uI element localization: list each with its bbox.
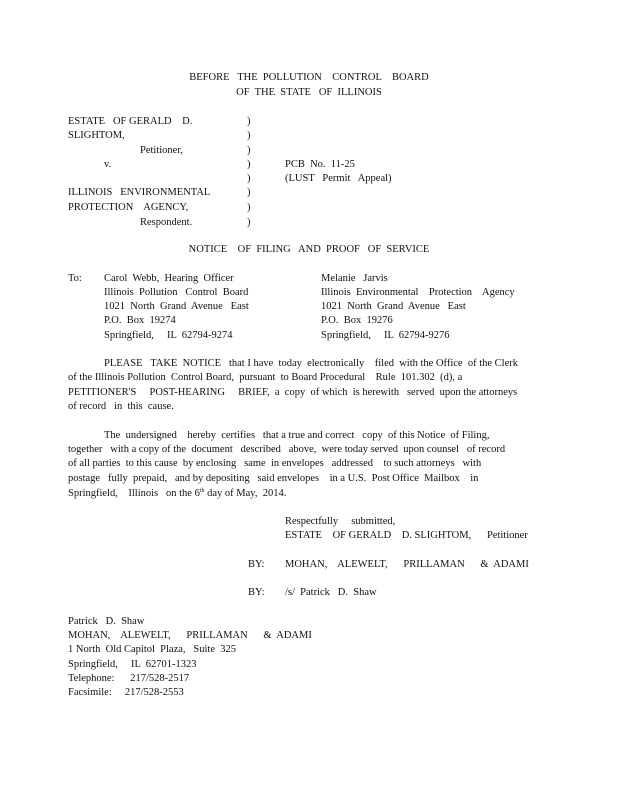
versus-label: v.	[104, 159, 112, 170]
attorney-line: Patrick D. Shaw	[68, 616, 145, 627]
paragraph-line	[68, 488, 286, 500]
bracket: )	[247, 202, 251, 213]
address-line: Melanie Jarvis	[321, 273, 388, 284]
attorney-line: Telephone: 217/528-2517	[68, 673, 190, 684]
respondent-name-line-2: PROTECTION AGENCY,	[68, 202, 189, 213]
address-line: Illinois Environmental Protection Agency	[321, 287, 515, 298]
respondent-name-line-1: ILLINOIS ENVIRONMENTAL	[68, 187, 211, 198]
paragraph-line: together with a copy of the document described above, were today served upon counsel of record	[68, 444, 506, 455]
by-label: BY:	[248, 559, 265, 570]
address-line: Carol Webb, Hearing Officer	[104, 273, 234, 284]
paragraph-line: The undersigned hereby certifies that a true and correct copy of this Notice of Filing,	[104, 430, 490, 441]
petitioner-name-line-1: ESTATE OF GERALD D.	[68, 116, 193, 127]
case-type: (LUST Permit Appeal)	[285, 173, 392, 184]
notice-title: NOTICE OF FILING AND PROOF OF SERVICE	[188, 244, 430, 255]
address-line: Illinois Pollution Control Board	[104, 287, 249, 298]
paragraph-line: of the Illinois Pollution Control Board, pursuant to Board Procedural Rule 101.302 (d), a	[68, 372, 463, 383]
bracket: )	[247, 145, 251, 156]
bracket: )	[247, 217, 251, 228]
address-line: P.O. Box 19274	[104, 315, 176, 326]
paragraph-line: of record in this cause.	[68, 401, 174, 412]
address-line: Springfield, IL 62794-9274	[104, 330, 233, 341]
attorney-line: 1 North Old Capitol Plaza, Suite 325	[68, 644, 236, 655]
paragraph-line: postage fully prepaid, and by depositing said envelopes in a U.S. Post Office Mailbox in	[68, 473, 479, 484]
bracket: )	[247, 159, 251, 170]
by-label: BY:	[248, 587, 265, 598]
attorney-line: Facsimile: 217/528-2553	[68, 687, 184, 698]
bracket: )	[247, 173, 251, 184]
paragraph-line: PETITIONER'S POST-HEARING BRIEF, a copy of which is herewith served upon the attorneys	[68, 387, 518, 398]
closing: Respectfully submitted,	[285, 516, 396, 527]
address-line: 1021 North Grand Avenue East	[104, 301, 249, 312]
caption-line-1: BEFORE THE POLLUTION CONTROL BOARD	[189, 72, 429, 83]
respondent-role: Respondent.	[140, 217, 193, 228]
address-line: 1021 North Grand Avenue East	[321, 301, 466, 312]
paragraph-line: of all parties to this cause by enclosing same in envelopes addressed to such attorneys with	[68, 458, 482, 469]
signing-party: ESTATE OF GERALD D. SLIGHTOM, Petitioner	[285, 530, 528, 541]
bracket: )	[247, 130, 251, 141]
to-label: To:	[68, 273, 82, 284]
caption-line-2: OF THE STATE OF ILLINOIS	[236, 87, 382, 98]
bracket: )	[247, 187, 251, 198]
attorney-line: Springfield, IL 62701-1323	[68, 659, 197, 670]
firm-name: MOHAN, ALEWELT, PRILLAMAN & ADAMI	[285, 559, 529, 570]
petitioner-role: Petitioner,	[140, 145, 184, 156]
ordinal-suffix: th	[199, 488, 205, 494]
case-number: PCB No. 11-25	[285, 159, 355, 170]
address-line: P.O. Box 19276	[321, 315, 393, 326]
petitioner-name-line-2: SLIGHTOM,	[68, 130, 125, 141]
date-text: Springfield, Illinois on the 6	[68, 488, 200, 499]
address-line: Springfield, IL 62794-9276	[321, 330, 450, 341]
electronic-signature: /s/ Patrick D. Shaw	[285, 587, 377, 598]
date-text-end: day of May, 2014.	[204, 488, 287, 499]
bracket: )	[247, 116, 251, 127]
paragraph-line: PLEASE TAKE NOTICE that I have today electronically filed with the Office of the Clerk	[104, 358, 518, 369]
attorney-line: MOHAN, ALEWELT, PRILLAMAN & ADAMI	[68, 630, 312, 641]
